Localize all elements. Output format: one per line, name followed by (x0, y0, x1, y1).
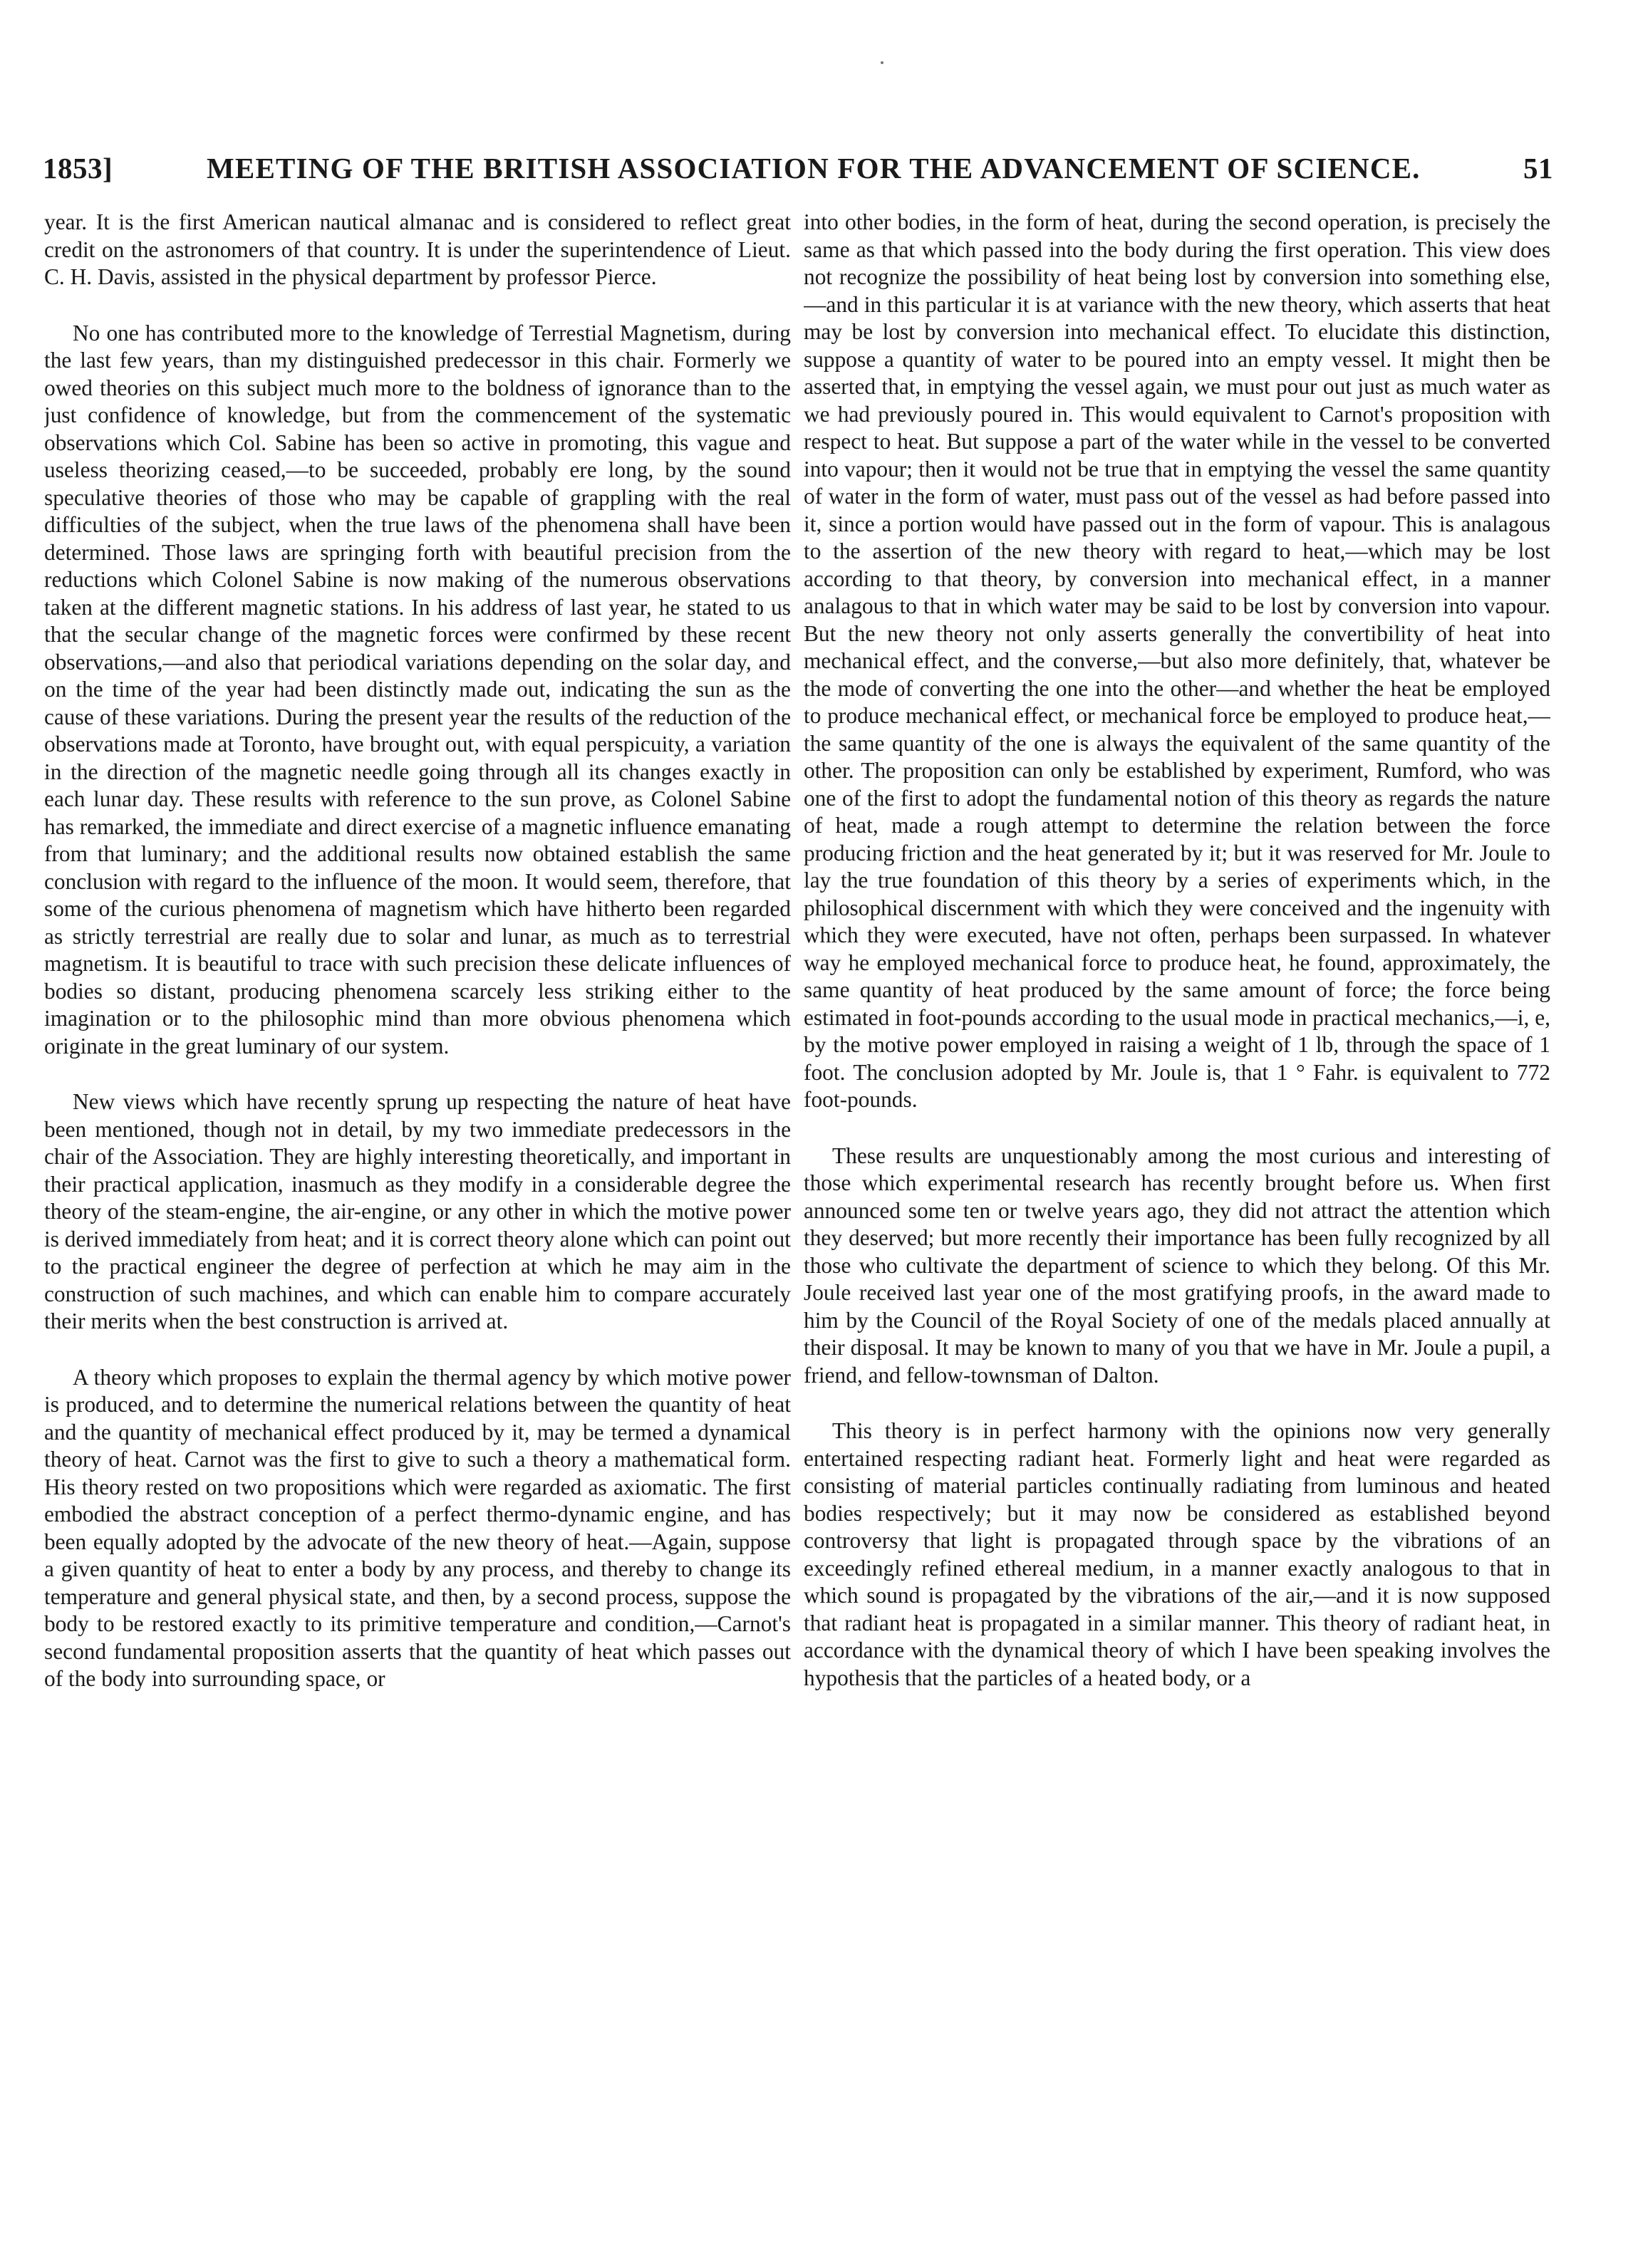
paragraph: No one has contributed more to the knowledge of Terrestial Magnetism, during the last few years, than my distinguished predecessor in this chair. Formerly we owed theories on this subject much more to the boldness of ignorance than to the just confidence of knowledge, but from the commencement of the systematic observations which Col. Sabine has been so active in promoting, this vague and useless theorizing ceased,—to be succeeded, probably ere long, by the sound speculative theories of those who may be capable of grappling with the real difficulties of the subject, when the true laws of the phenomena shall have been determined. Those laws are springing forth with beautiful precision from the reductions which Colonel Sabine is now making of the numerous observations taken at the different magnetic stations. In his address of last year, he stated to us that the secular change of the magnetic forces were confirmed by these recent observations,—and also that periodical variations depending on the solar day, and on the time of the year had been distinctly made out, indicating the sun as the cause of these variations. During the present year the results of the reduction of the observations made at Toronto, have brought out, with equal perspicuity, a variation in the direction of the magnetic needle going through all its changes exactly in each lunar day. These results with reference to the sun prove, as Colonel Sabine has remarked, the immediate and direct exercise of a magnetic influence emanating from that luminary; and the additional results now obtained establish the same conclusion with regard to the influence of the moon. It would seem, therefore, that some of the curious phenomena of magnetism which have hitherto been regarded as strictly terrestrial are really due to solar and lunar, as much as to terrestrial magnetism. It is beautiful to trace with such precision these delicate influences of bodies so distant, producing phenomena scarcely less striking either to the imagination or to the philosophic mind than more obvious phenomena which originate in the great luminary of our system. (44, 320, 791, 1058)
left-column (44, 209, 791, 2239)
paragraph: These results are unquestionably among the most curious and interesting of those which experimental research has recently brought before us. When first announced some ten or twelve years ago, they did not attract the attention which they deserved; but more recently their importance has been fully recognized by all those who cultivate the department of science to which they belong. Of this Mr. Joule received last year one of the most gratifying proofs, in the award made to him by the Council of the Royal Society of one of the medals placed annually at their disposal. It may be known to many of you that we have in Mr. Joule a pupil, a friend, and fellow-townsman of Dalton. (804, 1143, 1550, 1388)
print-speck (881, 61, 883, 64)
page-number: 51 (1523, 152, 1553, 184)
paragraph: year. It is the first American nautical almanac and is considered to reflect great credit on the astronomers of that country. It is under the superintendence of Lieut. C. H. Davis, assisted in the physical department by professor Pierce. (44, 209, 791, 289)
paragraph: New views which have recently sprung up respecting the nature of heat have been mentioned, though not in detail, by my two immediate predecessors in the chair of the Association. They are highly interesting theoretically, and important in their practical application, inasmuch as they modify in a considerable degree the theory of the steam-engine, the air-engine, or any other in which the motive power is derived immediately from heat; and it is correct theory alone which can point out to the practical engineer the degree of perfection at which he may aim in the construction of such machines, and which can enable him to compare accurately their merits when the best construction is arrived at. (44, 1089, 791, 1333)
header-year: 1853] (43, 152, 113, 184)
running-header (43, 151, 1553, 194)
paragraph: A theory which proposes to explain the thermal agency by which motive power is produced, and to determine the numerical relations between the quantity of heat and the quantity of mechanical effect produced by it, may be termed a dynamical theory of heat. Carnot was the first to give to such a theory a mathematical form. His theory rested on two propositions which were regarded as axiomatic. The first embodied the abstract conception of a perfect thermo-dynamic engine, and has been equally adopted by the advocate of the new theory of heat.—Again, suppose a given quantity of heat to enter a body by any process, and thereby to change its temperature and general physical state, and then, by a second process, suppose the body to be restored exactly to its primitive temperature and condition,—Carnot's second fundamental proposition asserts that the quantity of heat which passes out of the body into surrounding space, or (44, 1364, 791, 1691)
paragraph: into other bodies, in the form of heat, during the second operation, is precisely the same as that which passed into the body during the first operation. This view does not recognize the possibility of heat being lost by conversion into something else,—and in this particular it is at variance with the new theory, which asserts that heat may be lost by conversion into mechanical effect. To elucidate this distinction, suppose a quantity of water to be poured into an empty vessel. It might then be asserted that, in emptying the vessel again, we must pour out just as much water as we had previously poured in. This would equivalent to Carnot's proposition with respect to heat. But suppose a part of the water while in the vessel to be converted into vapour; then it would not be true that in emptying the vessel the same quantity of water in the form of water, must pass out of the vessel as had before passed into it, since a portion would have passed out in the form of vapour. This is analagous to the assertion of the new theory with regard to heat,—which may be lost according to that theory, by conversion into mechanical effect, in a manner analagous to that in which water may be said to be lost by conversion into vapour. But the new theory not only asserts generally the convertibility of heat into mechanical effect, and the converse,—but also more definitely, that, whatever be the mode of converting the one into the other—and whether the heat be employed to produce mechanical effect, or mechanical force be employed to produce heat,—the same quantity of the one is always the equivalent of the same quantity of the other. The proposition can only be established by experiment, Rumford, who was one of the first to adopt the fundamental notion of this theory as regards the nature of heat, made a rough attempt to determine the relation between the force producing friction and the heat generated by it; but it was reserved for Mr. Joule to lay the true foundation of this theory by a series of experiments which, in the philosophical discernment with which they were conceived and the ingenuity with which they were executed, have not often, perhaps been surpassed. In whatever way he employed mechanical force to produce heat, he found, approximately, the same quantity of heat produced by the same amount of force; the force being estimated in foot-pounds according to the usual mode in practical mechanics,—i, e, by the motive power employed in raising a weight of 1 lb, through the space of 1 foot. The conclusion adopted by Mr. Joule is, that 1 ° Fahr. is equivalent to 772 foot-pounds. (804, 209, 1550, 1112)
right-column (804, 209, 1550, 2239)
header-title: MEETING OF THE BRITISH ASSOCIATION FOR THE ADVANCEMENT OF SCIENCE. (207, 152, 1421, 184)
paragraph: This theory is in perfect harmony with the opinions now very generally entertained respecting radiant heat. Formerly light and heat were regarded as consisting of material particles continually radiating from luminous and heated bodies respectively; but it may now be considered as established beyond controversy that light is propagated through space by the vibrations of an exceedingly refined ethereal medium, in a manner exactly analogous to that in which sound is propagated by the vibrations of the air,—and it is now supposed that radiant heat is propagated in a similar manner. This theory of radiant heat, in accordance with the dynamical theory of which I have been speaking involves the hypothesis that the particles of a heated body, or a (804, 1418, 1550, 1690)
